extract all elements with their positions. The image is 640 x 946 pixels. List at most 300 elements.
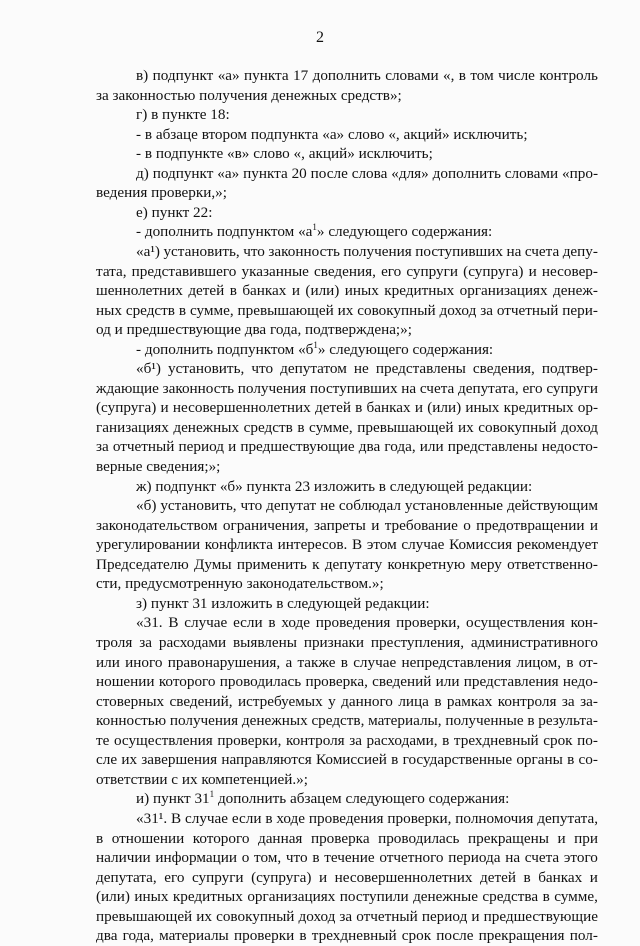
word: пол-	[569, 927, 598, 945]
word: полномочия	[455, 809, 534, 827]
word: (супруга)	[96, 399, 157, 417]
word: за	[349, 731, 362, 749]
text-line	[96, 829, 598, 849]
text-line	[136, 789, 598, 809]
word: на	[401, 379, 417, 397]
word: кредитных	[172, 888, 243, 906]
word: ответственно-	[507, 555, 598, 573]
word: подпункт	[152, 67, 214, 84]
word: (или)	[427, 399, 462, 417]
text-line	[96, 868, 598, 888]
word: в	[268, 614, 276, 632]
word: «,	[443, 67, 455, 84]
word: стоверных	[96, 692, 165, 710]
word: депутата,	[96, 868, 157, 886]
word: со-	[578, 751, 598, 769]
word: в	[178, 301, 187, 319]
word: два	[96, 927, 118, 945]
word: ходе	[276, 809, 306, 827]
word: их	[457, 418, 474, 436]
text-line	[96, 281, 598, 301]
word: представлены	[375, 360, 466, 378]
word: если	[233, 614, 263, 632]
line-text: од и предшествующие два года, подтверждена;»;	[96, 321, 412, 339]
word: ных	[96, 301, 122, 319]
word: денежных	[173, 418, 240, 436]
word: 17	[293, 67, 309, 84]
word: предшествующие	[240, 438, 355, 456]
word: проведения	[308, 809, 384, 827]
word: отчетный	[496, 301, 559, 319]
text-line	[136, 66, 598, 86]
text-line	[136, 594, 598, 614]
word: в	[340, 653, 348, 671]
word: превышающей	[237, 301, 334, 319]
word: в	[567, 751, 575, 769]
word: (супруга)	[463, 262, 524, 280]
text-line	[96, 711, 598, 731]
word: «для»	[391, 164, 429, 182]
word: «а»	[217, 164, 240, 182]
word: в	[312, 849, 320, 866]
word: проводилась	[378, 829, 460, 847]
word: банках	[538, 868, 583, 886]
word: в)	[136, 67, 149, 84]
word: Председателю	[96, 555, 189, 573]
word: года,	[384, 438, 416, 456]
word: «а¹)	[136, 243, 160, 260]
word: преступления,	[370, 634, 465, 651]
word: также	[297, 653, 336, 671]
word: д)	[136, 164, 149, 182]
word: представления	[463, 673, 559, 691]
word: в	[297, 418, 305, 436]
word: что	[240, 497, 263, 515]
word: В	[171, 809, 182, 827]
word: а	[285, 653, 293, 671]
word: в	[355, 399, 363, 417]
word: конкретную	[387, 555, 466, 573]
word: случае	[184, 614, 228, 632]
word: супруги	[191, 868, 244, 886]
word: сведения,	[472, 360, 535, 378]
word: превышающей	[357, 418, 454, 436]
word: проверки,	[396, 614, 461, 632]
text-line	[96, 398, 598, 418]
text-line	[96, 653, 598, 673]
word: дополнить	[432, 164, 501, 182]
word: данного	[341, 692, 393, 710]
text-line	[136, 144, 598, 164]
text-line	[136, 496, 598, 516]
word: их	[196, 907, 212, 925]
word: в	[391, 751, 399, 769]
word: кредитных	[503, 399, 574, 417]
text-line	[136, 222, 598, 242]
word: наличии	[96, 849, 151, 866]
line-text: - в подпункте «в» слово «, акций» исключить;	[136, 145, 433, 163]
word: рамках	[446, 692, 493, 710]
text-line	[136, 242, 598, 262]
word: случае	[401, 536, 445, 554]
word: проверки,	[217, 731, 282, 749]
word: поступивших	[309, 379, 398, 397]
text-line	[96, 555, 598, 575]
word: сумме,	[309, 418, 353, 436]
word: предшествующие	[483, 907, 598, 925]
word: и	[414, 399, 423, 417]
text-line	[136, 164, 598, 184]
text-line	[96, 770, 598, 790]
word: отчетный	[356, 907, 418, 925]
word: депутатом	[280, 360, 347, 378]
word: расходами,	[366, 731, 438, 749]
word: рекомендует	[516, 536, 598, 554]
word: урегулировании	[96, 536, 201, 554]
word: Комиссией	[316, 751, 387, 769]
word: контроля	[285, 731, 345, 749]
word: контроля	[497, 692, 557, 710]
word: или	[419, 438, 444, 456]
word: о	[241, 849, 250, 866]
word: В	[352, 536, 363, 554]
word: ограничения,	[222, 516, 309, 534]
word: указанные	[241, 262, 309, 280]
word: и	[528, 262, 537, 280]
word: не	[320, 497, 335, 515]
word: супруги	[546, 379, 598, 397]
word: (или)	[305, 282, 340, 300]
word: случае	[353, 653, 397, 671]
word: ганизациях	[96, 418, 169, 436]
word: установить,	[163, 243, 240, 260]
word: денежные	[413, 888, 478, 906]
word: предотвращении	[476, 516, 585, 534]
word: расходами	[158, 634, 227, 651]
word: «б)	[136, 497, 157, 515]
text-line	[96, 86, 598, 106]
line-text: з) пункт 31 изложить в следующей редакции:	[136, 594, 430, 612]
line-text: верные сведения;»;	[96, 458, 221, 475]
word: законодательством	[96, 516, 218, 534]
word: несовер-	[541, 262, 598, 280]
word: в	[523, 868, 531, 886]
word: в	[542, 888, 550, 906]
word: банках	[366, 399, 411, 417]
word: установить,	[168, 360, 245, 378]
word: отношении	[111, 829, 185, 847]
text-line	[136, 477, 598, 497]
text-line	[96, 379, 598, 399]
word: информации	[155, 849, 238, 866]
word: установить,	[160, 497, 237, 515]
word: и	[228, 438, 237, 456]
text-line	[96, 183, 598, 203]
word: административного	[470, 634, 598, 651]
superscript: 1	[312, 222, 317, 233]
text-line	[96, 926, 598, 946]
word: и	[589, 516, 598, 534]
word: признаки	[303, 634, 365, 651]
text-line	[96, 848, 598, 868]
text-line	[96, 633, 598, 653]
word: получения	[237, 379, 307, 397]
text-line	[136, 203, 598, 223]
word: «про-	[562, 164, 598, 182]
word: совокупный	[216, 907, 295, 925]
word: этого	[563, 849, 598, 866]
word: истребуемых	[237, 692, 323, 710]
word: требование	[384, 516, 458, 534]
line-text: ответствии с их компетенцией.»;	[96, 770, 308, 788]
word: в	[527, 712, 535, 730]
word: сведения,	[314, 262, 376, 280]
word: депутат	[266, 497, 317, 515]
word: ходе	[281, 614, 310, 632]
word: иного	[125, 653, 163, 671]
word: подпункт	[152, 164, 214, 182]
word: организациях	[459, 282, 548, 300]
word: за	[561, 692, 575, 710]
text-line	[96, 262, 598, 282]
word: в	[229, 282, 237, 300]
word: запреты	[314, 516, 366, 534]
word: конностью	[96, 712, 167, 730]
word: поступивших	[415, 243, 503, 260]
word: его	[381, 262, 402, 280]
text-line	[96, 750, 598, 770]
word: и	[589, 868, 598, 886]
word: ор-	[577, 399, 598, 417]
word: выявлены	[232, 634, 297, 651]
word: течение	[324, 849, 375, 866]
word: направляются	[221, 751, 312, 769]
word: соблюдал	[338, 497, 401, 515]
word: прекращены	[467, 829, 549, 847]
word: В	[168, 614, 179, 632]
word: о	[463, 516, 471, 534]
word: его	[164, 868, 185, 886]
word: детей	[480, 868, 516, 886]
word: трехдневный	[453, 731, 539, 749]
word: проведения	[315, 614, 391, 632]
word: недо-	[562, 673, 598, 691]
text-line	[96, 301, 598, 321]
word: детей	[314, 399, 351, 417]
word: при	[574, 829, 598, 847]
word: иных	[465, 399, 500, 417]
word: данная	[257, 829, 303, 847]
word: что	[243, 243, 265, 260]
word: два	[358, 438, 381, 456]
word: получения	[169, 712, 239, 730]
word: и	[291, 282, 300, 300]
word: представившего	[131, 262, 237, 280]
line-text: за законностью получения денежных средств»;	[96, 86, 402, 104]
word: проверка,	[305, 673, 368, 691]
word: пункта	[243, 164, 288, 182]
line-text-continued: дополнить абзацем следующего содержания:	[214, 790, 510, 808]
line-text: ведения проверки,»;	[96, 184, 227, 202]
word: установленные	[404, 497, 503, 515]
word: счета	[524, 243, 560, 260]
word: срок	[543, 731, 573, 749]
text-line	[96, 320, 598, 340]
word: случае	[185, 809, 229, 827]
word: не	[353, 360, 369, 378]
word: иных	[134, 888, 169, 906]
page-number: 2	[316, 29, 324, 46]
word: в	[566, 653, 574, 671]
word: если	[231, 809, 262, 827]
word: представлены	[447, 438, 538, 456]
word: осуществления	[465, 614, 565, 632]
line-text: - дополнить подпунктом «а	[136, 223, 313, 241]
word: доход	[298, 907, 336, 925]
word: и	[471, 907, 480, 925]
line-text: ж) подпункт «б» пункта 23 изложить в следующей редакции:	[136, 477, 533, 495]
word: от-	[578, 653, 598, 671]
word: и	[160, 399, 169, 417]
word: организациях	[247, 888, 336, 906]
word: срок	[401, 927, 432, 945]
word: шеннолетних	[96, 282, 183, 300]
word: подтвер-	[541, 360, 598, 378]
word: за	[339, 907, 353, 925]
word: средств	[243, 418, 293, 436]
word: контроль	[539, 67, 598, 84]
word: отчетный	[112, 438, 175, 456]
line-text: - дополнить подпунктом «б	[136, 340, 314, 358]
word: законность	[268, 243, 340, 260]
word: к	[312, 555, 320, 573]
word: депутату	[324, 555, 383, 573]
word: совокупный	[357, 301, 436, 319]
word: «б¹)	[136, 360, 161, 378]
word: у	[328, 692, 336, 710]
word: государственные	[402, 751, 513, 769]
word: или	[435, 673, 460, 691]
word: меру	[470, 555, 502, 573]
word: доход	[439, 301, 477, 319]
word: или	[96, 653, 120, 671]
word: непредставления	[401, 653, 512, 671]
word: словами	[504, 164, 559, 182]
word: счета	[419, 379, 455, 397]
word: законность	[162, 379, 235, 397]
text-line	[136, 359, 598, 379]
word: «31¹.	[136, 809, 168, 827]
word: сведений,	[169, 692, 233, 710]
word: депу-	[562, 243, 598, 260]
word: по-	[577, 731, 598, 749]
word: получения	[343, 243, 412, 260]
text-line	[136, 125, 598, 145]
word: в	[442, 731, 450, 749]
word: тата,	[96, 262, 127, 280]
word: материалы,	[368, 712, 442, 730]
word: в	[265, 809, 273, 827]
word: после	[436, 927, 474, 945]
word: года,	[122, 927, 154, 945]
line-text: е) пункт 22:	[136, 203, 213, 221]
word: супруги	[406, 262, 458, 280]
word: том	[470, 67, 494, 84]
word: отчетного	[379, 849, 444, 866]
word: которого	[158, 673, 216, 691]
word: период	[178, 438, 224, 456]
word: недосто-	[541, 438, 598, 456]
text-line	[96, 731, 598, 751]
text-line	[96, 574, 598, 594]
word: слова	[351, 164, 388, 182]
word: средства	[482, 888, 539, 906]
word: средств	[125, 301, 175, 319]
word: сумме,	[189, 301, 234, 319]
text-line	[136, 613, 598, 633]
word: дополнить	[312, 67, 381, 84]
word: в	[458, 67, 466, 84]
word: после	[310, 164, 348, 182]
word: денежных	[241, 712, 308, 730]
word: правонарушения,	[167, 653, 281, 671]
line-text: - в абзаце втором подпункта «а» слово «, акций» исключить;	[136, 125, 528, 143]
word: на	[505, 849, 521, 866]
text-line	[96, 457, 598, 477]
superscript: 1	[209, 789, 215, 800]
word: банках	[242, 282, 287, 300]
word: полученные	[445, 712, 524, 730]
word: «31.	[136, 614, 163, 632]
word: детей	[188, 282, 225, 300]
word: завершения	[141, 751, 218, 769]
text-line	[96, 887, 598, 907]
word: проводилась	[219, 673, 302, 691]
word: троля	[96, 634, 133, 651]
word: проверки,	[387, 809, 452, 827]
word: проверка	[310, 829, 370, 847]
superscript: 1	[313, 339, 318, 350]
word: превышающей	[96, 907, 193, 925]
word: словами	[385, 67, 439, 84]
word: за	[480, 301, 493, 319]
line-text-continued: » следующего содержания:	[316, 223, 493, 241]
word: за	[96, 438, 109, 456]
word: сле	[96, 751, 118, 769]
word: сведений	[372, 673, 432, 691]
word: (супруга)	[251, 868, 312, 886]
word: их	[337, 301, 354, 319]
text-line	[136, 340, 598, 360]
word: иных	[344, 282, 379, 300]
text-line	[96, 516, 598, 536]
text-line	[136, 809, 598, 829]
line-text-continued: » следующего содержания:	[317, 340, 494, 358]
word: что	[285, 849, 308, 866]
word: органы	[516, 751, 563, 769]
word: прекращения	[478, 927, 565, 945]
word: за-	[580, 692, 598, 710]
word: сумме,	[554, 888, 598, 906]
word: депутата,	[537, 809, 598, 827]
word: их	[121, 751, 138, 769]
word: том,	[254, 849, 282, 866]
word: совокупный	[478, 418, 557, 436]
word: ношении	[96, 673, 155, 691]
word: пункта	[244, 67, 289, 84]
word: периода	[448, 849, 501, 866]
word: проверки	[233, 927, 295, 945]
